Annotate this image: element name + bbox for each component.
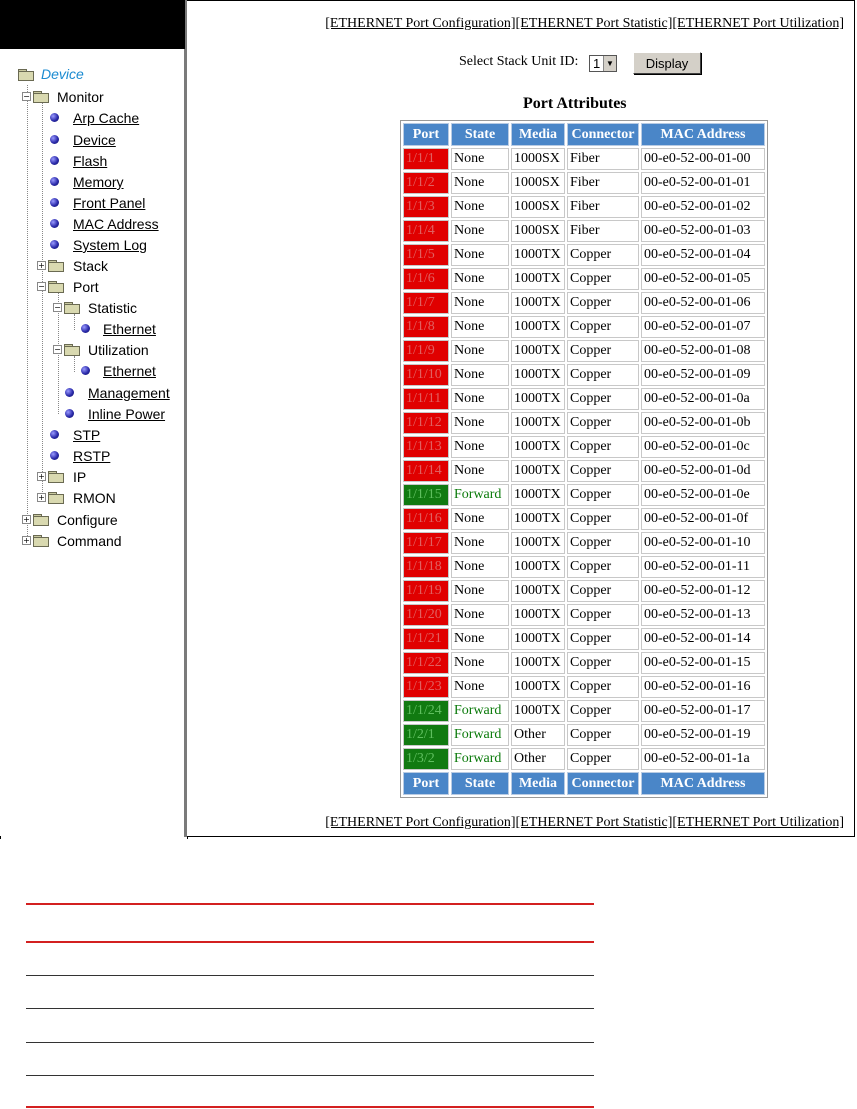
- mac-address-cell: 00-e0-52-00-01-16: [641, 676, 765, 698]
- table-row: [403, 316, 765, 338]
- media-cell: 1000TX: [511, 244, 565, 266]
- connector-cell: Copper: [567, 532, 639, 554]
- mac-address-cell: 00-e0-52-00-01-0c: [641, 436, 765, 458]
- divider-rule: [26, 1042, 594, 1043]
- mac-address-cell: 00-e0-52-00-01-09: [641, 364, 765, 386]
- connector-cell: Copper: [567, 412, 639, 434]
- connector-cell: Fiber: [567, 220, 639, 242]
- expand-icon[interactable]: +: [38, 493, 45, 502]
- port-cell: 1/1/21: [403, 628, 449, 650]
- media-cell: 1000TX: [511, 436, 565, 458]
- folder-open-icon: [64, 302, 79, 313]
- mac-address-cell: 00-e0-52-00-01-14: [641, 628, 765, 650]
- folder-open-icon: [18, 69, 33, 80]
- state-cell: None: [451, 676, 509, 698]
- mac-address-cell: 00-e0-52-00-01-01: [641, 172, 765, 194]
- bullet-icon: [50, 430, 59, 439]
- port-cell: 1/1/4: [403, 220, 449, 242]
- state-cell: None: [451, 148, 509, 170]
- mac-address-cell: 00-e0-52-00-01-11: [641, 556, 765, 578]
- port-cell: 1/1/23: [403, 676, 449, 698]
- state-cell: None: [451, 604, 509, 626]
- port-cell: 1/1/6: [403, 268, 449, 290]
- table-row: [403, 196, 765, 218]
- nav-item-label[interactable]: RSTP: [73, 448, 111, 464]
- top-link-bar: [325, 16, 844, 32]
- column-header-media: Media: [511, 123, 565, 146]
- mac-address-cell: 00-e0-52-00-01-0e: [641, 484, 765, 506]
- mac-address-cell: 00-e0-52-00-01-00: [641, 148, 765, 170]
- nav-item-label[interactable]: Management: [88, 385, 170, 401]
- connector-cell: Copper: [567, 580, 639, 602]
- divider-rule: [26, 941, 594, 943]
- port-rows: [403, 148, 765, 770]
- media-cell: 1000TX: [511, 700, 565, 722]
- connector-cell: Copper: [567, 268, 639, 290]
- port-cell: 1/1/17: [403, 532, 449, 554]
- nav-banner: [0, 0, 185, 49]
- stack-unit-select[interactable]: [589, 55, 617, 72]
- table-row: [403, 628, 765, 650]
- mac-address-cell: 00-e0-52-00-01-07: [641, 316, 765, 338]
- media-cell: 1000TX: [511, 604, 565, 626]
- port-cell: 1/1/7: [403, 292, 449, 314]
- divider-rule: [26, 1106, 594, 1108]
- media-cell: 1000TX: [511, 556, 565, 578]
- media-cell: 1000TX: [511, 460, 565, 482]
- media-cell: 1000TX: [511, 388, 565, 410]
- mac-address-cell: 00-e0-52-00-01-1a: [641, 748, 765, 770]
- media-cell: 1000TX: [511, 652, 565, 674]
- table-row: [403, 172, 765, 194]
- connector-cell: Copper: [567, 316, 639, 338]
- table-row: [403, 364, 765, 386]
- table-row: [403, 460, 765, 482]
- mac-address-cell: 00-e0-52-00-01-0b: [641, 412, 765, 434]
- table-row: [403, 388, 765, 410]
- port-cell: 1/1/12: [403, 412, 449, 434]
- mac-address-cell: 00-e0-52-00-01-05: [641, 268, 765, 290]
- state-cell: Forward: [451, 748, 509, 770]
- nav-item-label[interactable]: Memory: [73, 174, 124, 190]
- media-cell: 1000TX: [511, 340, 565, 362]
- collapse-icon[interactable]: −: [54, 303, 61, 312]
- divider-rule: [26, 1075, 594, 1076]
- state-cell: None: [451, 388, 509, 410]
- media-cell: Other: [511, 748, 565, 770]
- port-cell: 1/1/24: [403, 700, 449, 722]
- ethernet-port-configuration-link[interactable]: [ETHERNET Port Configuration]: [325, 16, 516, 31]
- port-cell: 1/1/15: [403, 484, 449, 506]
- connector-cell: Copper: [567, 724, 639, 746]
- table-row: [403, 532, 765, 554]
- state-cell: None: [451, 172, 509, 194]
- table-row: [403, 748, 765, 770]
- media-cell: 1000SX: [511, 220, 565, 242]
- folder-closed-icon: [48, 471, 63, 482]
- media-cell: 1000TX: [511, 412, 565, 434]
- table-row: [403, 724, 765, 746]
- media-cell: 1000TX: [511, 532, 565, 554]
- nav-item-label: IP: [73, 469, 87, 485]
- connector-cell: Fiber: [567, 172, 639, 194]
- state-cell: None: [451, 316, 509, 338]
- nav-item-label: Statistic: [88, 300, 138, 316]
- mac-address-cell: 00-e0-52-00-01-06: [641, 292, 765, 314]
- state-cell: None: [451, 556, 509, 578]
- port-cell: 1/1/9: [403, 340, 449, 362]
- state-cell: None: [451, 580, 509, 602]
- state-cell: None: [451, 508, 509, 530]
- mac-address-cell: 00-e0-52-00-01-08: [641, 340, 765, 362]
- mac-address-cell: 00-e0-52-00-01-0d: [641, 460, 765, 482]
- nav-item-label: Stack: [73, 258, 109, 274]
- connector-cell: Copper: [567, 748, 639, 770]
- column-header-mac-address: MAC Address: [641, 123, 765, 146]
- state-cell: None: [451, 436, 509, 458]
- table-row: [403, 484, 765, 506]
- state-cell: None: [451, 292, 509, 314]
- bullet-icon: [50, 198, 59, 207]
- mac-address-cell: 00-e0-52-00-01-12: [641, 580, 765, 602]
- nav-item-label[interactable]: Device: [73, 132, 116, 148]
- table-row: [403, 220, 765, 242]
- expand-icon[interactable]: +: [23, 536, 30, 545]
- mac-address-cell: 00-e0-52-00-01-10: [641, 532, 765, 554]
- bullet-icon: [50, 240, 59, 249]
- port-cell: 1/1/3: [403, 196, 449, 218]
- mac-address-cell: 00-e0-52-00-01-03: [641, 220, 765, 242]
- tree-guide-line: [74, 356, 75, 372]
- state-cell: None: [451, 340, 509, 362]
- port-cell: 1/1/13: [403, 436, 449, 458]
- mac-address-cell: 00-e0-52-00-01-13: [641, 604, 765, 626]
- media-cell: 1000SX: [511, 196, 565, 218]
- nav-pane: [0, 0, 187, 837]
- bullet-icon: [50, 135, 59, 144]
- port-cell: 1/1/10: [403, 364, 449, 386]
- nav-item-label: Configure: [57, 512, 118, 528]
- media-cell: 1000TX: [511, 268, 565, 290]
- expand-icon[interactable]: +: [38, 472, 45, 481]
- state-cell: Forward: [451, 724, 509, 746]
- mac-address-cell: 00-e0-52-00-01-0a: [641, 388, 765, 410]
- folder-open-icon: [33, 91, 48, 102]
- mac-address-cell: 00-e0-52-00-01-19: [641, 724, 765, 746]
- column-footer-connector: Connector: [567, 772, 639, 795]
- table-row: [403, 604, 765, 626]
- table-header-row: [403, 123, 765, 146]
- nav-pane-edge: [0, 836, 188, 839]
- stack-unit-value: 1: [593, 56, 601, 71]
- table-row: [403, 580, 765, 602]
- port-cell: 1/1/20: [403, 604, 449, 626]
- state-cell: Forward: [451, 484, 509, 506]
- table-row: [403, 244, 765, 266]
- column-footer-state: State: [451, 772, 509, 795]
- expand-icon[interactable]: +: [23, 515, 30, 524]
- connector-cell: Fiber: [567, 148, 639, 170]
- ethernet-port-utilization-link[interactable]: [ETHERNET Port Utilization]: [672, 16, 844, 31]
- port-cell: 1/1/8: [403, 316, 449, 338]
- table-row: [403, 556, 765, 578]
- tree-guide-line: [42, 102, 43, 494]
- media-cell: 1000TX: [511, 364, 565, 386]
- bullet-icon: [81, 366, 90, 375]
- ethernet-port-statistic-link[interactable]: [ETHERNET Port Statistic]: [515, 815, 673, 830]
- connector-cell: Copper: [567, 652, 639, 674]
- bullet-icon: [50, 451, 59, 460]
- column-footer-mac-address: MAC Address: [641, 772, 765, 795]
- nav-item-label: RMON: [73, 490, 116, 506]
- column-header-port: Port: [403, 123, 449, 146]
- nav-item-label[interactable]: Flash: [73, 153, 108, 169]
- state-cell: Forward: [451, 700, 509, 722]
- port-cell: 1/1/2: [403, 172, 449, 194]
- table-row: [403, 508, 765, 530]
- nav-item-label: Command: [57, 533, 122, 549]
- mac-address-cell: 00-e0-52-00-01-17: [641, 700, 765, 722]
- divider-rule: [26, 903, 594, 905]
- table-row: [403, 148, 765, 170]
- tree-guide-line: [27, 85, 28, 540]
- nav-item-label: Port: [73, 279, 99, 295]
- dropdown-arrow-icon[interactable]: ▼: [603, 56, 616, 71]
- divider-rule: [26, 975, 594, 976]
- port-cell: 1/2/1: [403, 724, 449, 746]
- table-row: [403, 340, 765, 362]
- connector-cell: Copper: [567, 340, 639, 362]
- collapse-icon[interactable]: −: [54, 345, 61, 354]
- mac-address-cell: 00-e0-52-00-01-02: [641, 196, 765, 218]
- folder-closed-icon: [48, 260, 63, 271]
- state-cell: None: [451, 196, 509, 218]
- connector-cell: Copper: [567, 388, 639, 410]
- folder-closed-icon: [33, 535, 48, 546]
- media-cell: 1000TX: [511, 316, 565, 338]
- connector-cell: Copper: [567, 700, 639, 722]
- port-cell: 1/1/14: [403, 460, 449, 482]
- nav-item-label[interactable]: Ethernet: [103, 363, 156, 379]
- state-cell: None: [451, 412, 509, 434]
- folder-closed-icon: [33, 514, 48, 525]
- state-cell: None: [451, 268, 509, 290]
- nav-item-label[interactable]: Inline Power: [88, 406, 166, 422]
- tree-guide-line: [74, 314, 75, 330]
- expand-icon[interactable]: +: [38, 261, 45, 270]
- connector-cell: Copper: [567, 508, 639, 530]
- media-cell: 1000TX: [511, 676, 565, 698]
- media-cell: 1000SX: [511, 148, 565, 170]
- mac-address-cell: 00-e0-52-00-01-04: [641, 244, 765, 266]
- nav-item-label: Monitor: [57, 89, 104, 105]
- column-footer-media: Media: [511, 772, 565, 795]
- nav-item-label[interactable]: Ethernet: [103, 321, 156, 337]
- ethernet-port-utilization-link[interactable]: [ETHERNET Port Utilization]: [672, 815, 844, 830]
- connector-cell: Copper: [567, 292, 639, 314]
- state-cell: None: [451, 220, 509, 242]
- port-cell: 1/1/19: [403, 580, 449, 602]
- folder-open-icon: [48, 281, 63, 292]
- nav-item-label[interactable]: STP: [73, 427, 101, 443]
- media-cell: Other: [511, 724, 565, 746]
- port-cell: 1/1/18: [403, 556, 449, 578]
- content-pane: [187, 0, 854, 837]
- mac-address-cell: 00-e0-52-00-01-0f: [641, 508, 765, 530]
- port-cell: 1/1/22: [403, 652, 449, 674]
- port-cell: 1/1/5: [403, 244, 449, 266]
- folder-open-icon: [64, 344, 79, 355]
- media-cell: 1000TX: [511, 484, 565, 506]
- mac-address-cell: 00-e0-52-00-01-15: [641, 652, 765, 674]
- connector-cell: Copper: [567, 604, 639, 626]
- nav-item-label[interactable]: System Log: [73, 237, 147, 253]
- port-attributes-table: [400, 120, 768, 798]
- table-row: [403, 268, 765, 290]
- connector-cell: Copper: [567, 244, 639, 266]
- bullet-icon: [65, 388, 74, 397]
- bullet-icon: [50, 156, 59, 165]
- state-cell: None: [451, 460, 509, 482]
- port-cell: 1/1/16: [403, 508, 449, 530]
- table-row: [403, 292, 765, 314]
- port-cell: 1/1/1: [403, 148, 449, 170]
- folder-closed-icon: [48, 492, 63, 503]
- table-row: [403, 700, 765, 722]
- media-cell: 1000TX: [511, 628, 565, 650]
- state-cell: None: [451, 652, 509, 674]
- port-attributes-title: Port Attributes: [523, 95, 627, 112]
- nav-root-label: Device: [41, 66, 84, 82]
- port-cell: 1/3/2: [403, 748, 449, 770]
- collapse-icon[interactable]: −: [38, 282, 45, 291]
- nav-item-label[interactable]: Arp Cache: [73, 110, 140, 126]
- state-cell: None: [451, 244, 509, 266]
- media-cell: 1000TX: [511, 292, 565, 314]
- ethernet-port-statistic-link[interactable]: [ETHERNET Port Statistic]: [515, 16, 673, 31]
- stack-unit-label: Select Stack Unit ID:: [459, 54, 579, 69]
- state-cell: None: [451, 532, 509, 554]
- display-button[interactable]: Display: [633, 52, 701, 74]
- connector-cell: Copper: [567, 364, 639, 386]
- column-header-state: State: [451, 123, 509, 146]
- bullet-icon: [50, 113, 59, 122]
- connector-cell: Copper: [567, 484, 639, 506]
- nav-item-label[interactable]: Front Panel: [73, 195, 146, 211]
- table-footer-row: [403, 772, 765, 795]
- state-cell: None: [451, 364, 509, 386]
- connector-cell: Copper: [567, 460, 639, 482]
- port-cell: 1/1/11: [403, 388, 449, 410]
- connector-cell: Copper: [567, 676, 639, 698]
- connector-cell: Fiber: [567, 196, 639, 218]
- nav-item-label: Utilization: [88, 342, 149, 358]
- bullet-icon: [50, 219, 59, 228]
- collapse-icon[interactable]: −: [23, 92, 30, 101]
- media-cell: 1000TX: [511, 508, 565, 530]
- bottom-link-bar: [325, 815, 844, 831]
- divider-rule: [26, 1008, 594, 1009]
- nav-item-label[interactable]: MAC Address: [73, 216, 159, 232]
- connector-cell: Copper: [567, 556, 639, 578]
- media-cell: 1000TX: [511, 580, 565, 602]
- table-row: [403, 436, 765, 458]
- ethernet-port-configuration-link[interactable]: [ETHERNET Port Configuration]: [325, 815, 516, 830]
- column-header-connector: Connector: [567, 123, 639, 146]
- table-row: [403, 652, 765, 674]
- media-cell: 1000SX: [511, 172, 565, 194]
- state-cell: None: [451, 628, 509, 650]
- table-row: [403, 412, 765, 434]
- column-footer-port: Port: [403, 772, 449, 795]
- connector-cell: Copper: [567, 628, 639, 650]
- bullet-icon: [50, 177, 59, 186]
- connector-cell: Copper: [567, 436, 639, 458]
- table-row: [403, 676, 765, 698]
- bullet-icon: [65, 409, 74, 418]
- bullet-icon: [81, 324, 90, 333]
